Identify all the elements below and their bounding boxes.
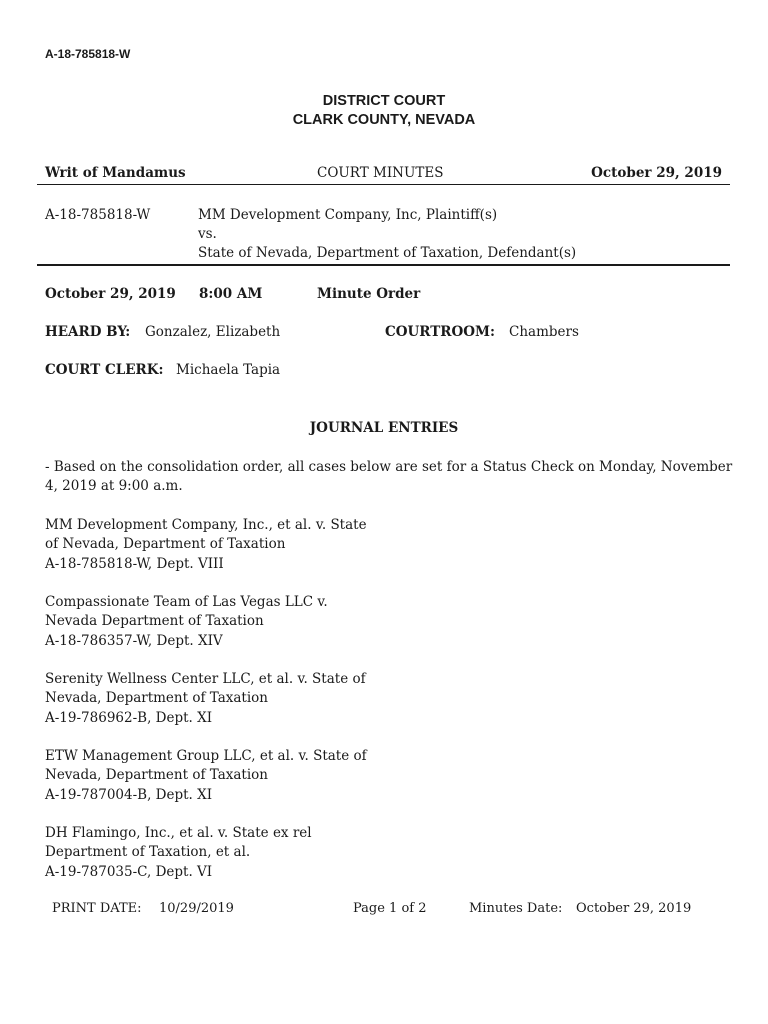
header-rule <box>37 184 730 185</box>
court-name-line-2: CLARK COUNTY, NEVADA <box>292 112 476 128</box>
journal-intro-line-2: 4, 2019 at 9:00 a.m. <box>45 478 183 494</box>
case-entry-caption: of Nevada, Department of Taxation <box>45 536 286 553</box>
case-entry-caption: Compassionate Team of Las Vegas LLC v. <box>45 594 328 610</box>
case-number: A-18-785818-W <box>45 207 151 223</box>
case-entry-caption: Serenity Wellness Center LLC, et al. v. State of <box>45 671 366 687</box>
case-entry <box>45 747 367 805</box>
journal-intro-line-1: - Based on the consolidation order, all cases below are set for a Status Check on Monday, November <box>45 459 733 475</box>
page-number: Page 1 of 2 <box>353 901 427 916</box>
case-entry-caption: Nevada, Department of Taxation <box>45 767 268 784</box>
defendant: State of Nevada, Department of Taxation, Defendant(s) <box>198 245 577 261</box>
hearing-date: October 29, 2019 <box>45 286 176 302</box>
case-type: Writ of Mandamus <box>45 165 186 181</box>
court-clerk-label: COURT CLERK: <box>45 362 164 378</box>
section-title: COURT MINUTES <box>317 165 444 181</box>
plaintiff: MM Development Company, Inc, Plaintiff(s) <box>198 207 498 223</box>
top-case-number: A-18-785818-W <box>45 47 131 61</box>
print-date-label: PRINT DATE: <box>52 901 142 916</box>
case-entry-caption: Nevada Department of Taxation <box>45 613 264 630</box>
case-entry <box>45 670 366 728</box>
journal-heading: JOURNAL ENTRIES <box>309 420 459 436</box>
case-entry <box>45 516 367 574</box>
hearing-type: Minute Order <box>317 286 421 302</box>
minutes-date-label: Minutes Date: <box>469 901 563 916</box>
court-clerk-value: Michaela Tapia <box>176 362 281 378</box>
case-entry-number: A-19-787004-B, Dept. XI <box>45 786 213 803</box>
hearing-time: 8:00 AM <box>199 286 263 302</box>
case-entry-number: A-19-787035-C, Dept. VI <box>45 863 213 880</box>
courtroom-value: Chambers <box>509 324 579 340</box>
minutes-date-value: October 29, 2019 <box>576 901 692 916</box>
case-entry-caption: ETW Management Group LLC, et al. v. State of <box>45 748 367 764</box>
case-info-rule <box>37 264 730 266</box>
case-entry-caption: Department of Taxation, et al. <box>45 844 251 861</box>
court-name-line-1: DISTRICT COURT <box>322 93 446 109</box>
versus: vs. <box>198 226 217 242</box>
case-entry-caption: MM Development Company, Inc., et al. v. State <box>45 517 367 533</box>
heard-by-value: Gonzalez, Elizabeth <box>145 324 281 340</box>
heard-by-label: HEARD BY: <box>45 324 131 340</box>
case-entry <box>45 593 328 651</box>
case-entry-caption: DH Flamingo, Inc., et al. v. State ex rel <box>45 825 312 841</box>
case-entry-caption: Nevada, Department of Taxation <box>45 690 268 707</box>
print-date-value: 10/29/2019 <box>159 901 234 916</box>
case-entry-number: A-18-785818-W, Dept. VIII <box>45 555 224 572</box>
courtroom-label: COURTROOM: <box>385 324 495 340</box>
case-entry-number: A-19-786962-B, Dept. XI <box>45 709 213 726</box>
header-date: October 29, 2019 <box>591 165 722 181</box>
case-entry-number: A-18-786357-W, Dept. XIV <box>45 632 223 649</box>
case-entry <box>45 824 312 882</box>
